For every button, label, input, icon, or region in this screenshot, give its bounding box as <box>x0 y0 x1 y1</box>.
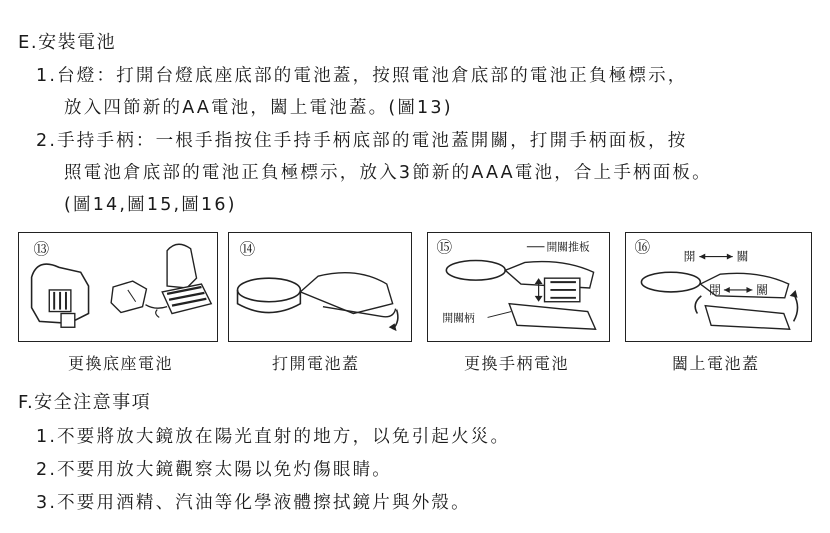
open-cover-illustration <box>229 233 411 341</box>
section-f-item2: 2.不要用放大鏡觀察太陽以免灼傷眼睛。 <box>36 460 392 480</box>
section-f-item1: 1.不要將放大鏡放在陽光直射的地方，以免引起火災。 <box>36 427 511 447</box>
figure-13-panel <box>18 232 218 342</box>
label-close-mid: 關 <box>756 282 769 297</box>
figure-16-caption: 闔上電池蓋 <box>672 354 760 373</box>
figure-13-number: ⑬ <box>33 239 50 259</box>
section-e-heading: E.安裝電池 <box>18 32 117 53</box>
figure-15-caption: 更換手柄電池 <box>464 354 570 373</box>
base-battery-illustration <box>19 233 217 341</box>
figure-15-panel <box>427 232 610 342</box>
section-f-item3: 3.不要用酒精、汽油等化學液體擦拭鏡片與外殼。 <box>36 493 471 513</box>
figure-15-number: ⑮ <box>436 237 453 257</box>
replace-handle-battery-illustration <box>428 233 609 341</box>
figure-13-caption: 更換底座電池 <box>68 354 174 373</box>
close-cover-illustration <box>626 233 811 341</box>
section-e-item2-line3: (圖14,圖15,圖16) <box>64 195 237 215</box>
label-close-top: 關 <box>736 249 749 264</box>
figure-16-panel <box>625 232 812 342</box>
figure-16-number: ⑯ <box>634 237 651 257</box>
section-e-item1-line1: 1.台燈：打開台燈底座底部的電池蓋，按照電池倉底部的電池正負極標示， <box>36 66 688 86</box>
label-handle: 開關柄 <box>442 311 475 325</box>
label-open-top: 開 <box>683 249 696 264</box>
section-f-heading: F.安全注意事項 <box>18 392 152 413</box>
section-e-item2-line2: 照電池倉底部的電池正負極標示，放入3節新的AAA電池，合上手柄面板。 <box>64 163 712 183</box>
figure-14-caption: 打開電池蓋 <box>272 354 360 373</box>
section-e-item1-line2: 放入四節新的AA電池，闔上電池蓋。(圖13) <box>64 98 453 118</box>
figure-14-panel <box>228 232 412 342</box>
label-switch-plate: 開關推板 <box>546 240 590 254</box>
label-open-mid: 開 <box>709 282 721 297</box>
section-e-item2-line1: 2.手持手柄：一根手指按住手持手柄底部的電池蓋開關，打開手柄面板，按 <box>36 131 688 151</box>
figure-14-number: ⑭ <box>239 239 256 259</box>
